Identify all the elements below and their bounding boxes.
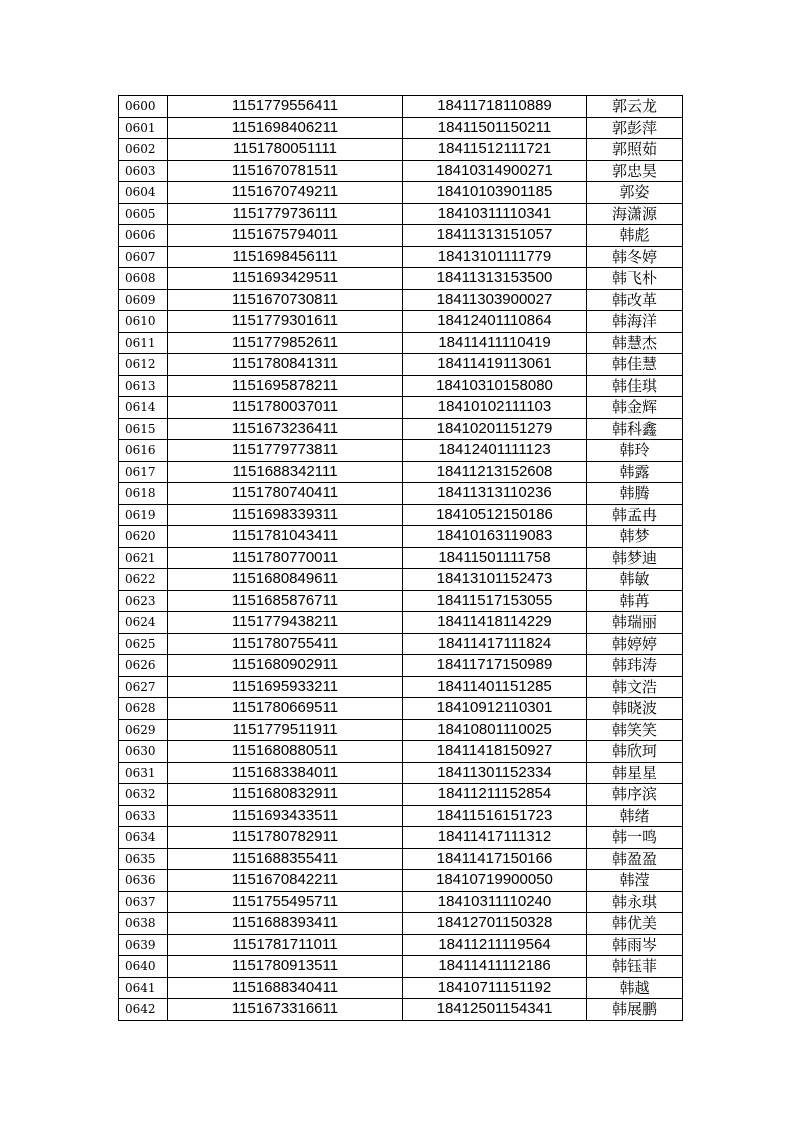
table-row [119, 332, 683, 354]
table-row [119, 741, 683, 763]
name-cell: 韩科鑫 [587, 418, 683, 440]
code-cell: 18411718110889 [403, 96, 587, 118]
id-cell: 1151670730811 [168, 289, 403, 311]
id-cell: 1151673316611 [168, 999, 403, 1021]
id-cell: 1151755495711 [168, 891, 403, 913]
id-cell: 1151780037011 [168, 397, 403, 419]
table-row [119, 246, 683, 268]
table-row [119, 655, 683, 677]
name-cell: 韩永琪 [587, 891, 683, 913]
name-cell: 韩滢 [587, 870, 683, 892]
id-cell: 1151670781511 [168, 160, 403, 182]
id-cell: 1151688393411 [168, 913, 403, 935]
id-cell: 1151780755411 [168, 633, 403, 655]
code-cell: 18410163119083 [403, 526, 587, 548]
name-cell: 韩晓波 [587, 698, 683, 720]
table-row [119, 547, 683, 569]
code-cell: 18411401151285 [403, 676, 587, 698]
table-row [119, 719, 683, 741]
code-cell: 18411411110419 [403, 332, 587, 354]
code-cell: 18410311110341 [403, 203, 587, 225]
table-row [119, 225, 683, 247]
table-row [119, 612, 683, 634]
code-cell: 18410102111103 [403, 397, 587, 419]
name-cell: 韩飞朴 [587, 268, 683, 290]
id-cell: 1151779852611 [168, 332, 403, 354]
table-row [119, 117, 683, 139]
table-row [119, 526, 683, 548]
name-cell: 郭彭萍 [587, 117, 683, 139]
table-row [119, 268, 683, 290]
id-cell: 1151780770011 [168, 547, 403, 569]
seq-cell: 0622 [119, 569, 168, 591]
name-cell: 韩文浩 [587, 676, 683, 698]
name-cell: 韩笑笑 [587, 719, 683, 741]
code-cell: 18410801110025 [403, 719, 587, 741]
table-row [119, 676, 683, 698]
table-row [119, 397, 683, 419]
name-cell: 韩孟冉 [587, 504, 683, 526]
seq-cell: 0624 [119, 612, 168, 634]
table-row [119, 784, 683, 806]
table-row [119, 934, 683, 956]
code-cell: 18411517153055 [403, 590, 587, 612]
seq-cell: 0602 [119, 139, 168, 161]
seq-cell: 0642 [119, 999, 168, 1021]
seq-cell: 0623 [119, 590, 168, 612]
seq-cell: 0618 [119, 483, 168, 505]
id-cell: 1151680902911 [168, 655, 403, 677]
id-cell: 1151688355411 [168, 848, 403, 870]
code-cell: 18413101111779 [403, 246, 587, 268]
id-cell: 1151695878211 [168, 375, 403, 397]
code-cell: 18411418150927 [403, 741, 587, 763]
code-cell: 18412401111123 [403, 440, 587, 462]
name-cell: 韩星星 [587, 762, 683, 784]
name-cell: 韩慧杰 [587, 332, 683, 354]
code-cell: 18410201151279 [403, 418, 587, 440]
name-cell: 韩冬婷 [587, 246, 683, 268]
seq-cell: 0638 [119, 913, 168, 935]
code-cell: 18411512111721 [403, 139, 587, 161]
table-row [119, 569, 683, 591]
table-row [119, 461, 683, 483]
name-cell: 韩序滨 [587, 784, 683, 806]
name-cell: 韩瑞丽 [587, 612, 683, 634]
code-cell: 18411213152608 [403, 461, 587, 483]
table-row [119, 504, 683, 526]
seq-cell: 0607 [119, 246, 168, 268]
table-row [119, 633, 683, 655]
id-cell: 1151779556411 [168, 96, 403, 118]
seq-cell: 0616 [119, 440, 168, 462]
seq-cell: 0630 [119, 741, 168, 763]
seq-cell: 0610 [119, 311, 168, 333]
table-row [119, 160, 683, 182]
name-cell: 韩佳琪 [587, 375, 683, 397]
id-cell: 1151780740411 [168, 483, 403, 505]
code-cell: 18411313110236 [403, 483, 587, 505]
id-cell: 1151780913511 [168, 956, 403, 978]
id-cell: 1151695933211 [168, 676, 403, 698]
name-cell: 韩梦迪 [587, 547, 683, 569]
code-cell: 18410311110240 [403, 891, 587, 913]
seq-cell: 0606 [119, 225, 168, 247]
name-cell: 韩海洋 [587, 311, 683, 333]
table-row [119, 354, 683, 376]
roster-body [119, 96, 683, 1021]
seq-cell: 0605 [119, 203, 168, 225]
code-cell: 18411417111312 [403, 827, 587, 849]
name-cell: 郭忠昊 [587, 160, 683, 182]
table-row [119, 311, 683, 333]
name-cell: 韩绪 [587, 805, 683, 827]
seq-cell: 0634 [119, 827, 168, 849]
name-cell: 韩改革 [587, 289, 683, 311]
table-row [119, 977, 683, 999]
code-cell: 18412701150328 [403, 913, 587, 935]
id-cell: 1151680880511 [168, 741, 403, 763]
code-cell: 18411417111824 [403, 633, 587, 655]
table-row [119, 762, 683, 784]
id-cell: 1151779773811 [168, 440, 403, 462]
id-cell: 1151685876711 [168, 590, 403, 612]
id-cell: 1151693433511 [168, 805, 403, 827]
name-cell: 韩婷婷 [587, 633, 683, 655]
name-cell: 韩玮涛 [587, 655, 683, 677]
seq-cell: 0631 [119, 762, 168, 784]
id-cell: 1151779438211 [168, 612, 403, 634]
id-cell: 1151779736111 [168, 203, 403, 225]
seq-cell: 0640 [119, 956, 168, 978]
seq-cell: 0608 [119, 268, 168, 290]
name-cell: 郭云龙 [587, 96, 683, 118]
seq-cell: 0600 [119, 96, 168, 118]
table-row [119, 956, 683, 978]
id-cell: 1151698406211 [168, 117, 403, 139]
table-row [119, 999, 683, 1021]
id-cell: 1151780782911 [168, 827, 403, 849]
code-cell: 18410103901185 [403, 182, 587, 204]
table-row [119, 698, 683, 720]
name-cell: 韩欣珂 [587, 741, 683, 763]
seq-cell: 0603 [119, 160, 168, 182]
name-cell: 韩露 [587, 461, 683, 483]
code-cell: 18411516151723 [403, 805, 587, 827]
seq-cell: 0629 [119, 719, 168, 741]
id-cell: 1151698339311 [168, 504, 403, 526]
code-cell: 18410512150186 [403, 504, 587, 526]
code-cell: 18411411112186 [403, 956, 587, 978]
seq-cell: 0633 [119, 805, 168, 827]
name-cell: 韩彪 [587, 225, 683, 247]
seq-cell: 0601 [119, 117, 168, 139]
name-cell: 韩一鸣 [587, 827, 683, 849]
code-cell: 18411303900027 [403, 289, 587, 311]
table-row [119, 870, 683, 892]
code-cell: 18410314900271 [403, 160, 587, 182]
seq-cell: 0627 [119, 676, 168, 698]
seq-cell: 0619 [119, 504, 168, 526]
seq-cell: 0620 [119, 526, 168, 548]
id-cell: 1151781711011 [168, 934, 403, 956]
name-cell: 韩敏 [587, 569, 683, 591]
code-cell: 18413101152473 [403, 569, 587, 591]
code-cell: 18411211152854 [403, 784, 587, 806]
table-row [119, 96, 683, 118]
seq-cell: 0615 [119, 418, 168, 440]
name-cell: 韩金辉 [587, 397, 683, 419]
id-cell: 1151673236411 [168, 418, 403, 440]
id-cell: 1151780841311 [168, 354, 403, 376]
seq-cell: 0613 [119, 375, 168, 397]
table-row [119, 891, 683, 913]
table-row [119, 590, 683, 612]
table-row [119, 418, 683, 440]
seq-cell: 0604 [119, 182, 168, 204]
name-cell: 韩苒 [587, 590, 683, 612]
id-cell: 1151781043411 [168, 526, 403, 548]
id-cell: 1151780669511 [168, 698, 403, 720]
name-cell: 韩优美 [587, 913, 683, 935]
name-cell: 韩越 [587, 977, 683, 999]
code-cell: 18411419113061 [403, 354, 587, 376]
table-row [119, 289, 683, 311]
name-cell: 韩钰菲 [587, 956, 683, 978]
id-cell: 1151780051111 [168, 139, 403, 161]
id-cell: 1151680832911 [168, 784, 403, 806]
code-cell: 18410719900050 [403, 870, 587, 892]
seq-cell: 0612 [119, 354, 168, 376]
id-cell: 1151670842211 [168, 870, 403, 892]
code-cell: 18411301152334 [403, 762, 587, 784]
seq-cell: 0609 [119, 289, 168, 311]
id-cell: 1151688340411 [168, 977, 403, 999]
seq-cell: 0632 [119, 784, 168, 806]
id-cell: 1151779301611 [168, 311, 403, 333]
id-cell: 1151675794011 [168, 225, 403, 247]
id-cell: 1151698456111 [168, 246, 403, 268]
name-cell: 韩玲 [587, 440, 683, 462]
seq-cell: 0639 [119, 934, 168, 956]
code-cell: 18411211119564 [403, 934, 587, 956]
roster-table [118, 95, 683, 1021]
id-cell: 1151670749211 [168, 182, 403, 204]
name-cell: 韩雨岑 [587, 934, 683, 956]
id-cell: 1151779511911 [168, 719, 403, 741]
id-cell: 1151693429511 [168, 268, 403, 290]
id-cell: 1151680849611 [168, 569, 403, 591]
table-row [119, 848, 683, 870]
code-cell: 18411313153500 [403, 268, 587, 290]
id-cell: 1151683384011 [168, 762, 403, 784]
name-cell: 韩腾 [587, 483, 683, 505]
table-row [119, 139, 683, 161]
seq-cell: 0621 [119, 547, 168, 569]
name-cell: 郭姿 [587, 182, 683, 204]
table-row [119, 375, 683, 397]
code-cell: 18411501111758 [403, 547, 587, 569]
id-cell: 1151688342111 [168, 461, 403, 483]
code-cell: 18410912110301 [403, 698, 587, 720]
name-cell: 韩佳慧 [587, 354, 683, 376]
name-cell: 韩展鹏 [587, 999, 683, 1021]
seq-cell: 0636 [119, 870, 168, 892]
seq-cell: 0637 [119, 891, 168, 913]
code-cell: 18411417150166 [403, 848, 587, 870]
seq-cell: 0625 [119, 633, 168, 655]
code-cell: 18412401110864 [403, 311, 587, 333]
seq-cell: 0614 [119, 397, 168, 419]
code-cell: 18411418114229 [403, 612, 587, 634]
table-row [119, 827, 683, 849]
seq-cell: 0635 [119, 848, 168, 870]
seq-cell: 0641 [119, 977, 168, 999]
table-row [119, 483, 683, 505]
code-cell: 18412501154341 [403, 999, 587, 1021]
table-row [119, 913, 683, 935]
seq-cell: 0628 [119, 698, 168, 720]
table-row [119, 203, 683, 225]
name-cell: 海潇源 [587, 203, 683, 225]
code-cell: 18411717150989 [403, 655, 587, 677]
code-cell: 18411313151057 [403, 225, 587, 247]
code-cell: 18410310158080 [403, 375, 587, 397]
table-row [119, 805, 683, 827]
table-row [119, 182, 683, 204]
name-cell: 韩盈盈 [587, 848, 683, 870]
table-row [119, 440, 683, 462]
seq-cell: 0626 [119, 655, 168, 677]
code-cell: 18411501150211 [403, 117, 587, 139]
name-cell: 郭照茹 [587, 139, 683, 161]
name-cell: 韩梦 [587, 526, 683, 548]
seq-cell: 0617 [119, 461, 168, 483]
seq-cell: 0611 [119, 332, 168, 354]
code-cell: 18410711151192 [403, 977, 587, 999]
